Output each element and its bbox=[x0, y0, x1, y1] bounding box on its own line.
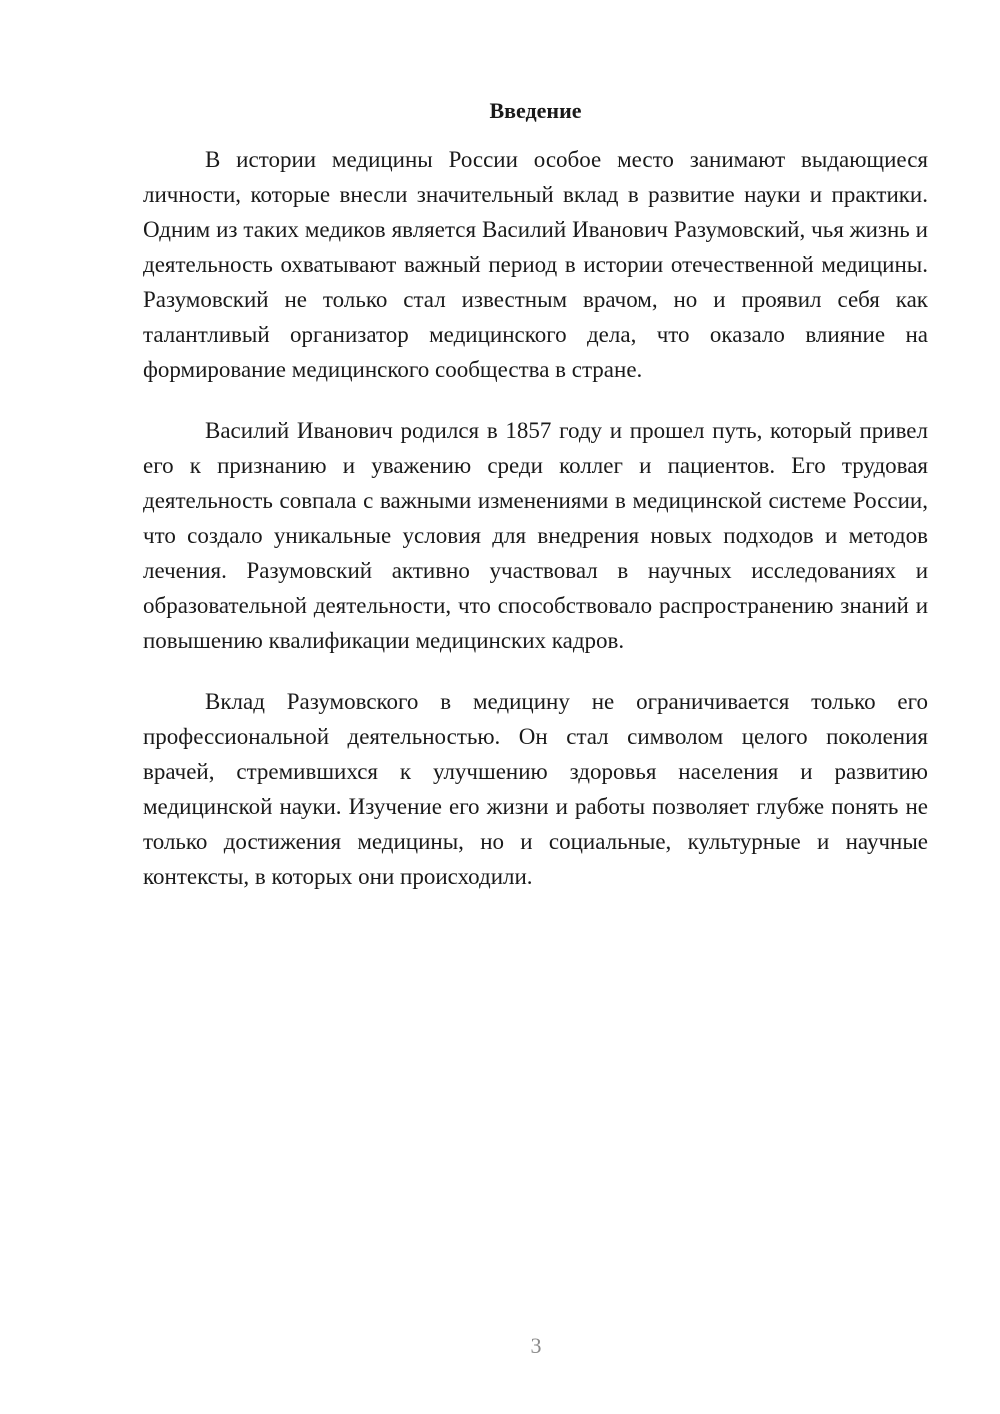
paragraph-3: Вклад Разумовского в медицину не ограничивается только его профессиональной деятельностью. Он стал символом целого поколения врачей, стремившихся к улучшению здоровья населения и развитию медицинской науки. Изучение его жизни и работы позволяет глубже понять не только достижения медицины, но и социальные, культурные и научные контексты, в которых они происходили. bbox=[143, 689, 928, 889]
page-number: 3 bbox=[530, 1333, 542, 1358]
paragraph-1: В истории медицины России особое место занимают выдающиеся личности, которые внесли значительный вклад в развитие науки и практики. Одним из таких медиков является Василий Иванович Разумовский, чья жизнь и деятельность охватывают важный период в истории отечественной медицины. Разумовский не только стал известным врачом, но и проявил себя как талантливый организатор медицинского дела, что оказало влияние на формирование медицинского сообщества в стране. bbox=[143, 147, 928, 382]
paragraph-2: Василий Иванович родился в 1857 году и прошел путь, который привел его к признанию и уважению среди коллег и пациентов. Его трудовая деятельность совпала с важными изменениями в медицинской системе России, что создало уникальные условия для внедрения новых подходов и методов лечения. Разумовский активно участвовал в научных исследованиях и образовательной деятельности, что способствовало распространению знаний и повышению квалификации медицинских кадров. bbox=[143, 418, 928, 653]
section-heading: Введение bbox=[489, 98, 582, 123]
body-text bbox=[143, 142, 928, 920]
